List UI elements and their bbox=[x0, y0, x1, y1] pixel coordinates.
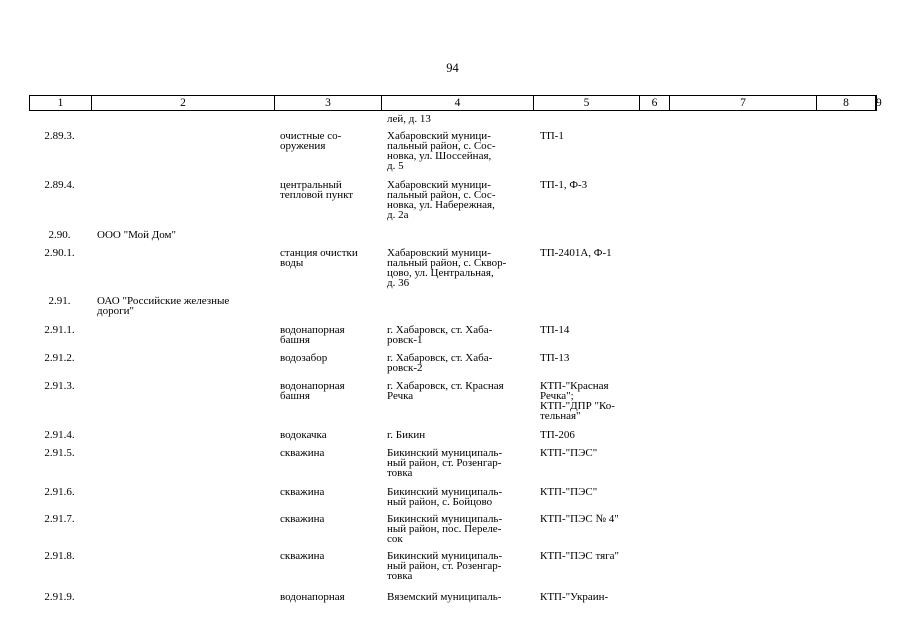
cell-substation: КТП-"ПЭС" bbox=[540, 486, 598, 498]
header-col-5: 5 bbox=[533, 95, 640, 111]
cell-address: г. Хабаровск, ст. Хаба- ровск-2 bbox=[387, 352, 493, 374]
cell-row-number: 2.89.4. bbox=[44, 179, 75, 191]
header-col-3: 3 bbox=[274, 95, 382, 111]
cell-row-number: 2.90. bbox=[48, 229, 71, 241]
cell-substation: ТП-1 bbox=[540, 130, 564, 142]
cell-address: Бикинский муниципаль- ный район, пос. Переле- сок bbox=[387, 513, 503, 545]
header-col-2: 2 bbox=[91, 95, 275, 111]
cell-substation: ТП-14 bbox=[540, 324, 570, 336]
cell-address: Вяземский муниципаль- bbox=[387, 591, 502, 603]
cell-row-number: 2.91.8. bbox=[44, 550, 75, 562]
cell-object-name: скважина bbox=[280, 513, 325, 525]
cell-object-name: водокачка bbox=[280, 429, 327, 441]
cell-address: Бикинский муниципаль- ный район, ст. Розенгар- товка bbox=[387, 447, 503, 479]
cell-row-number: 2.91. bbox=[48, 295, 71, 307]
page-number: 94 bbox=[446, 61, 459, 75]
cell-row-number: 2.91.1. bbox=[44, 324, 75, 336]
cell-address: Бикинский муниципаль- ный район, ст. Розенгар- товка bbox=[387, 550, 503, 582]
cell-row-number: 2.91.4. bbox=[44, 429, 75, 441]
header-col-9: 9 bbox=[876, 97, 882, 109]
cell-substation: ТП-2401А, Ф-1 bbox=[540, 247, 612, 259]
header-col-6: 6 bbox=[639, 95, 670, 111]
cell-substation: ТП-1, Ф-3 bbox=[540, 179, 588, 191]
cell-row-number: 2.91.3. bbox=[44, 380, 75, 392]
cell-substation: КТП-"ПЭС" bbox=[540, 447, 598, 459]
header-col-1: 1 bbox=[29, 95, 92, 111]
cell-object-name: скважина bbox=[280, 550, 325, 562]
cell-address: Хабаровский муници- пальный район, с. Сос- новка, ул. Шоссейная, д. 5 bbox=[387, 130, 496, 172]
cell-object-name: центральный тепловой пункт bbox=[280, 179, 354, 201]
cell-object-name: скважина bbox=[280, 486, 325, 498]
cell-address: г. Хабаровск, ст. Хаба- ровск-1 bbox=[387, 324, 493, 346]
header-col-8: 8 bbox=[816, 95, 876, 111]
cell-address: г. Бикин bbox=[387, 429, 426, 441]
cell-row-number: 2.91.9. bbox=[44, 591, 75, 603]
cell-object-name: водонапорная башня bbox=[280, 324, 345, 346]
cell-row-number: 2.89.3. bbox=[44, 130, 75, 142]
cell-address: Бикинский муниципаль- ный район, с. Бойцово bbox=[387, 486, 503, 508]
cell-object-name: водонапорная bbox=[280, 591, 345, 603]
cell-address: г. Хабаровск, ст. Красная Речка bbox=[387, 380, 504, 402]
cell-substation: КТП-"ПЭС тяга" bbox=[540, 550, 620, 562]
cell-row-number: 2.91.7. bbox=[44, 513, 75, 525]
cell-organization: ОАО "Российские железные дороги" bbox=[97, 295, 230, 317]
cell-substation: КТП-"ПЭС № 4" bbox=[540, 513, 619, 525]
cell-object-name: водонапорная башня bbox=[280, 380, 345, 402]
cell-substation: КТП-"Украин- bbox=[540, 591, 609, 603]
cell-object-name: водозабор bbox=[280, 352, 328, 364]
cell-substation: КТП-"Красная Речка"; КТП-"ДПР "Ко- тельная" bbox=[540, 380, 615, 422]
cell-object-name: скважина bbox=[280, 447, 325, 459]
cell-substation: ТП-206 bbox=[540, 429, 575, 441]
cell-organization: ООО "Мой Дом" bbox=[97, 229, 176, 241]
cell-row-number: 2.91.6. bbox=[44, 486, 75, 498]
cell-address: Хабаровский муници- пальный район, с. Сквор- цово, ул. Центральная, д. 36 bbox=[387, 247, 507, 289]
cell-row-number: 2.91.5. bbox=[44, 447, 75, 459]
cell-row-number: 2.90.1. bbox=[44, 247, 75, 259]
cell-address: Хабаровский муници- пальный район, с. Сос- новка, ул. Набережная, д. 2а bbox=[387, 179, 496, 221]
cell-row-number: 2.91.2. bbox=[44, 352, 75, 364]
header-col-4: 4 bbox=[381, 95, 534, 111]
cell-object-name: станция очистки воды bbox=[280, 247, 358, 269]
cell-object-name: очистные со- оружения bbox=[280, 130, 342, 152]
cell-substation: ТП-13 bbox=[540, 352, 570, 364]
header-col-7: 7 bbox=[669, 95, 817, 111]
cell-address: лей, д. 13 bbox=[387, 113, 431, 125]
